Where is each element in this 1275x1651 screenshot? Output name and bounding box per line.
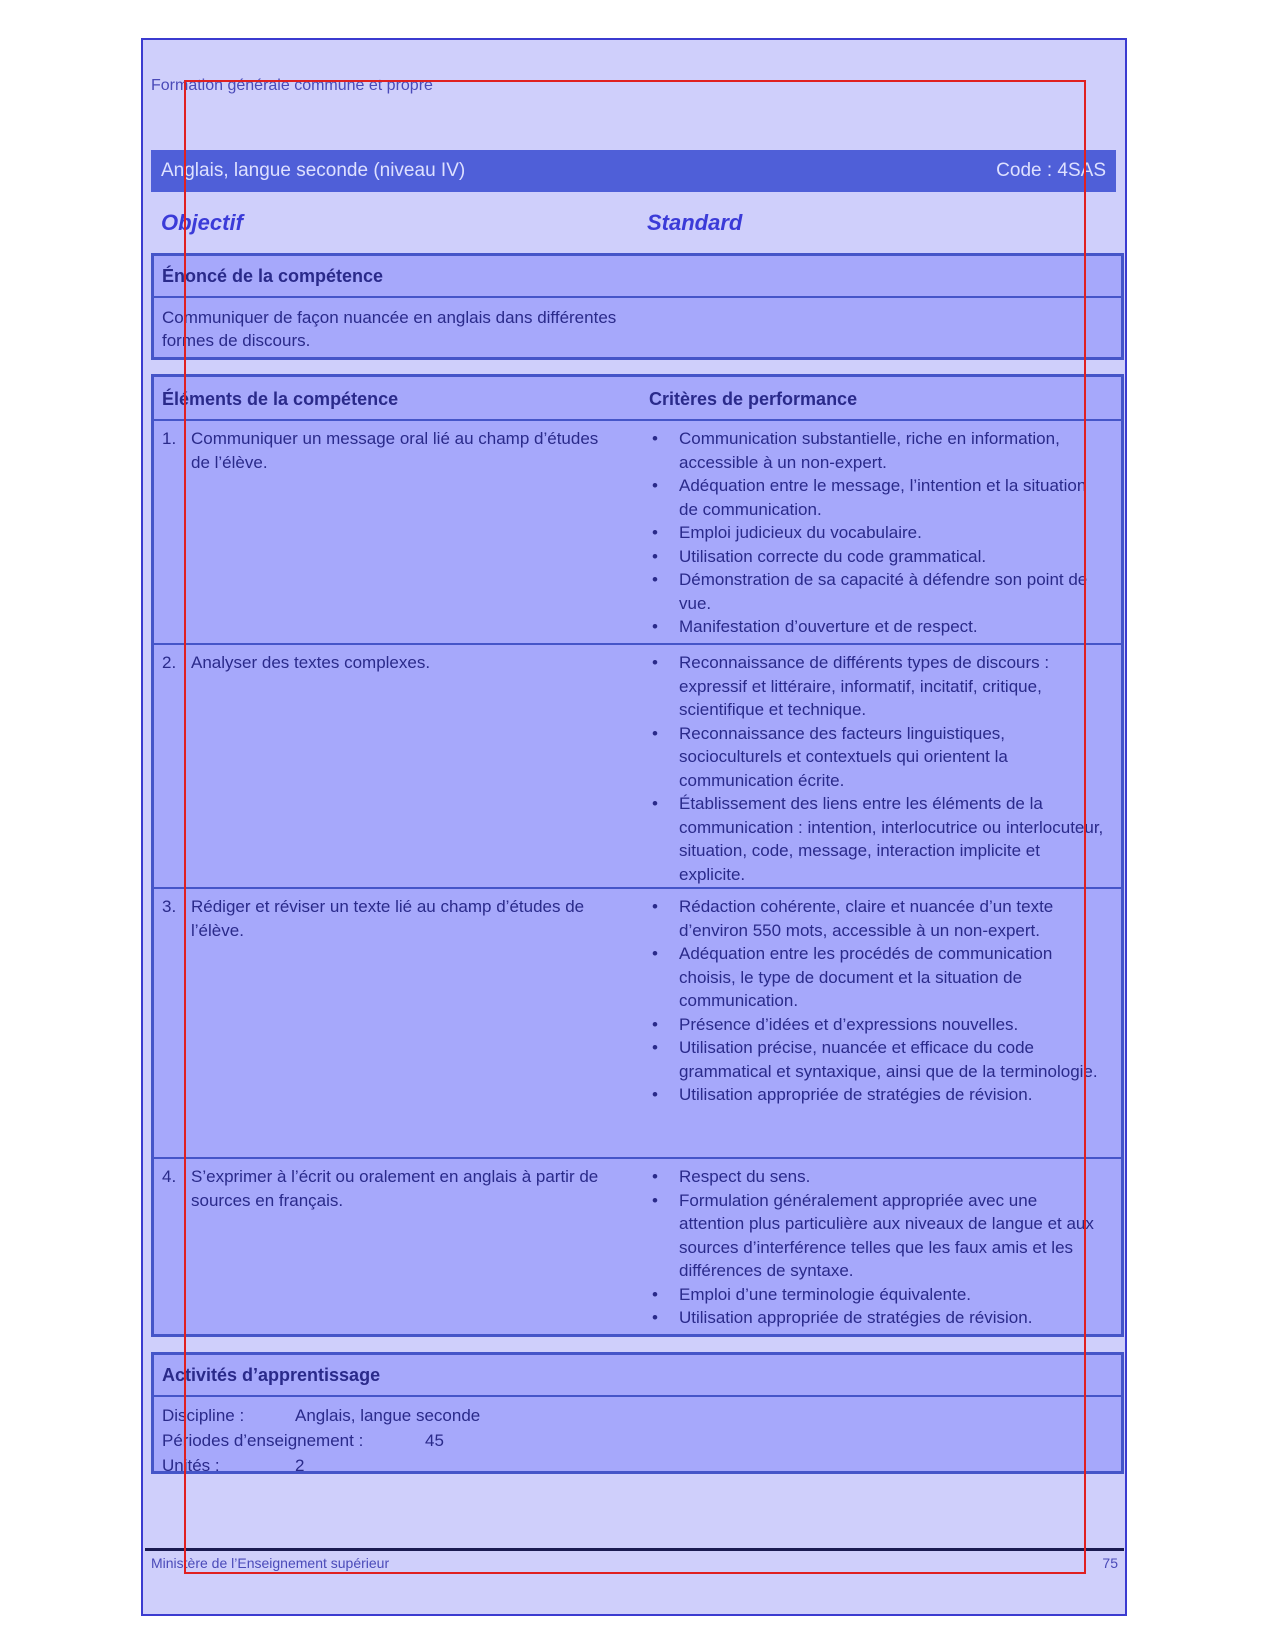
enonce-text: Communiquer de façon nuancée en anglais dans différentes formes de discours. (162, 308, 617, 350)
criterion-item: • Formulation généralement appropriée avec une attention plus particulière aux niveaux de langue et aux sources d’interférence telles que les faux amis et les différences de syntaxe. (649, 1189, 1104, 1283)
criterion-item: • Respect du sens. (649, 1165, 1104, 1189)
periodes-label: Périodes d’enseignement : (162, 1431, 364, 1450)
criteria-list (649, 895, 1104, 1107)
criterion-item: • Utilisation appropriée de stratégies de révision. (649, 1306, 1104, 1330)
criterion-item: • Utilisation appropriée de stratégies de révision. (649, 1083, 1104, 1107)
elements-column-header: Éléments de la compétence (162, 389, 399, 409)
unites-value: 2 (295, 1456, 305, 1475)
element-number: 1. (162, 429, 177, 448)
enonce-section (151, 253, 1124, 360)
criterion-item: • Présence d’idées et d’expressions nouvelles. (649, 1013, 1104, 1037)
activites-heading: Activités d’apprentissage (154, 1355, 1121, 1397)
element-text: Rédiger et réviser un texte lié au champ d’études de l’élève. (191, 897, 585, 940)
criterion-item: • Communication substantielle, riche en information, accessible à un non-expert. (649, 427, 1104, 474)
criteria-list (649, 427, 1104, 639)
course-title: Anglais, langue seconde (niveau IV) (161, 160, 466, 181)
criterion-item: • Manifestation d’ouverture et de respect. (649, 615, 1104, 639)
criterion-item: • Reconnaissance de différents types de discours : expressif et littéraire, informatif, incitatif, critique, scientifique et technique. (649, 651, 1104, 722)
criterion-item: • Établissement des liens entre les éléments de la communication : intention, interlocutrice ou interlocuteur, situation, code, message, interaction implicite et explicite. (649, 792, 1104, 886)
element-number: 2. (162, 653, 177, 672)
program-header: Formation générale commune et propre (151, 77, 433, 94)
criterion-item: • Utilisation correcte du code grammatical. (649, 545, 1104, 569)
criterion-item: • Reconnaissance des facteurs linguistiques, socioculturels et contextuels qui orientent la communication écrite. (649, 722, 1104, 793)
criteria-list (649, 651, 1104, 886)
table-row (154, 1159, 1121, 1334)
course-title-bar (151, 150, 1116, 192)
table-row (154, 889, 1121, 1159)
element-text: Communiquer un message oral lié au champ d’études de l’élève. (191, 429, 599, 472)
objective-heading: Objectif (161, 210, 243, 235)
criterion-item: • Emploi judicieux du vocabulaire. (649, 521, 1104, 545)
element-text: Analyser des textes complexes. (191, 653, 431, 672)
activites-details (154, 1397, 1121, 1484)
criterion-item: • Démonstration de sa capacité à défendre son point de vue. (649, 568, 1104, 615)
periodes-value: 45 (425, 1431, 444, 1450)
footer-rule (145, 1548, 1124, 1551)
criteria-list (649, 1165, 1104, 1330)
enonce-heading: Énoncé de la compétence (154, 256, 1121, 298)
element-text: S’exprimer à l’écrit ou oralement en anglais à partir de sources en français. (191, 1167, 599, 1210)
footer-ministry: Ministère de l’Enseignement supérieur (151, 1555, 390, 1571)
criterion-item: • Emploi d’une terminologie équivalente. (649, 1283, 1104, 1307)
course-code: Code : 4SAS (996, 160, 1106, 181)
criterion-item: • Rédaction cohérente, claire et nuancée d’un texte d’environ 550 mots, accessible à un non-expert. (649, 895, 1104, 942)
discipline-value: Anglais, langue seconde (295, 1406, 481, 1425)
page-number: 75 (1102, 1555, 1118, 1571)
unites-label: Unités : (162, 1456, 220, 1475)
criterion-item: • Adéquation entre les procédés de communication choisis, le type de document et la situation de communication. (649, 942, 1104, 1013)
criterion-item: • Adéquation entre le message, l’intention et la situation de communication. (649, 474, 1104, 521)
criteria-column-header: Critères de performance (649, 389, 858, 409)
standard-heading: Standard (647, 210, 743, 235)
criterion-item: • Utilisation précise, nuancée et efficace du code grammatical et syntaxique, ainsi que de la terminologie. (649, 1036, 1104, 1083)
competence-table-header (154, 377, 1121, 421)
table-row (154, 421, 1121, 645)
table-row (154, 645, 1121, 889)
element-number: 3. (162, 897, 177, 916)
activites-section (151, 1352, 1124, 1474)
element-number: 4. (162, 1167, 177, 1186)
discipline-label: Discipline : (162, 1406, 245, 1425)
competence-table (151, 374, 1124, 1337)
